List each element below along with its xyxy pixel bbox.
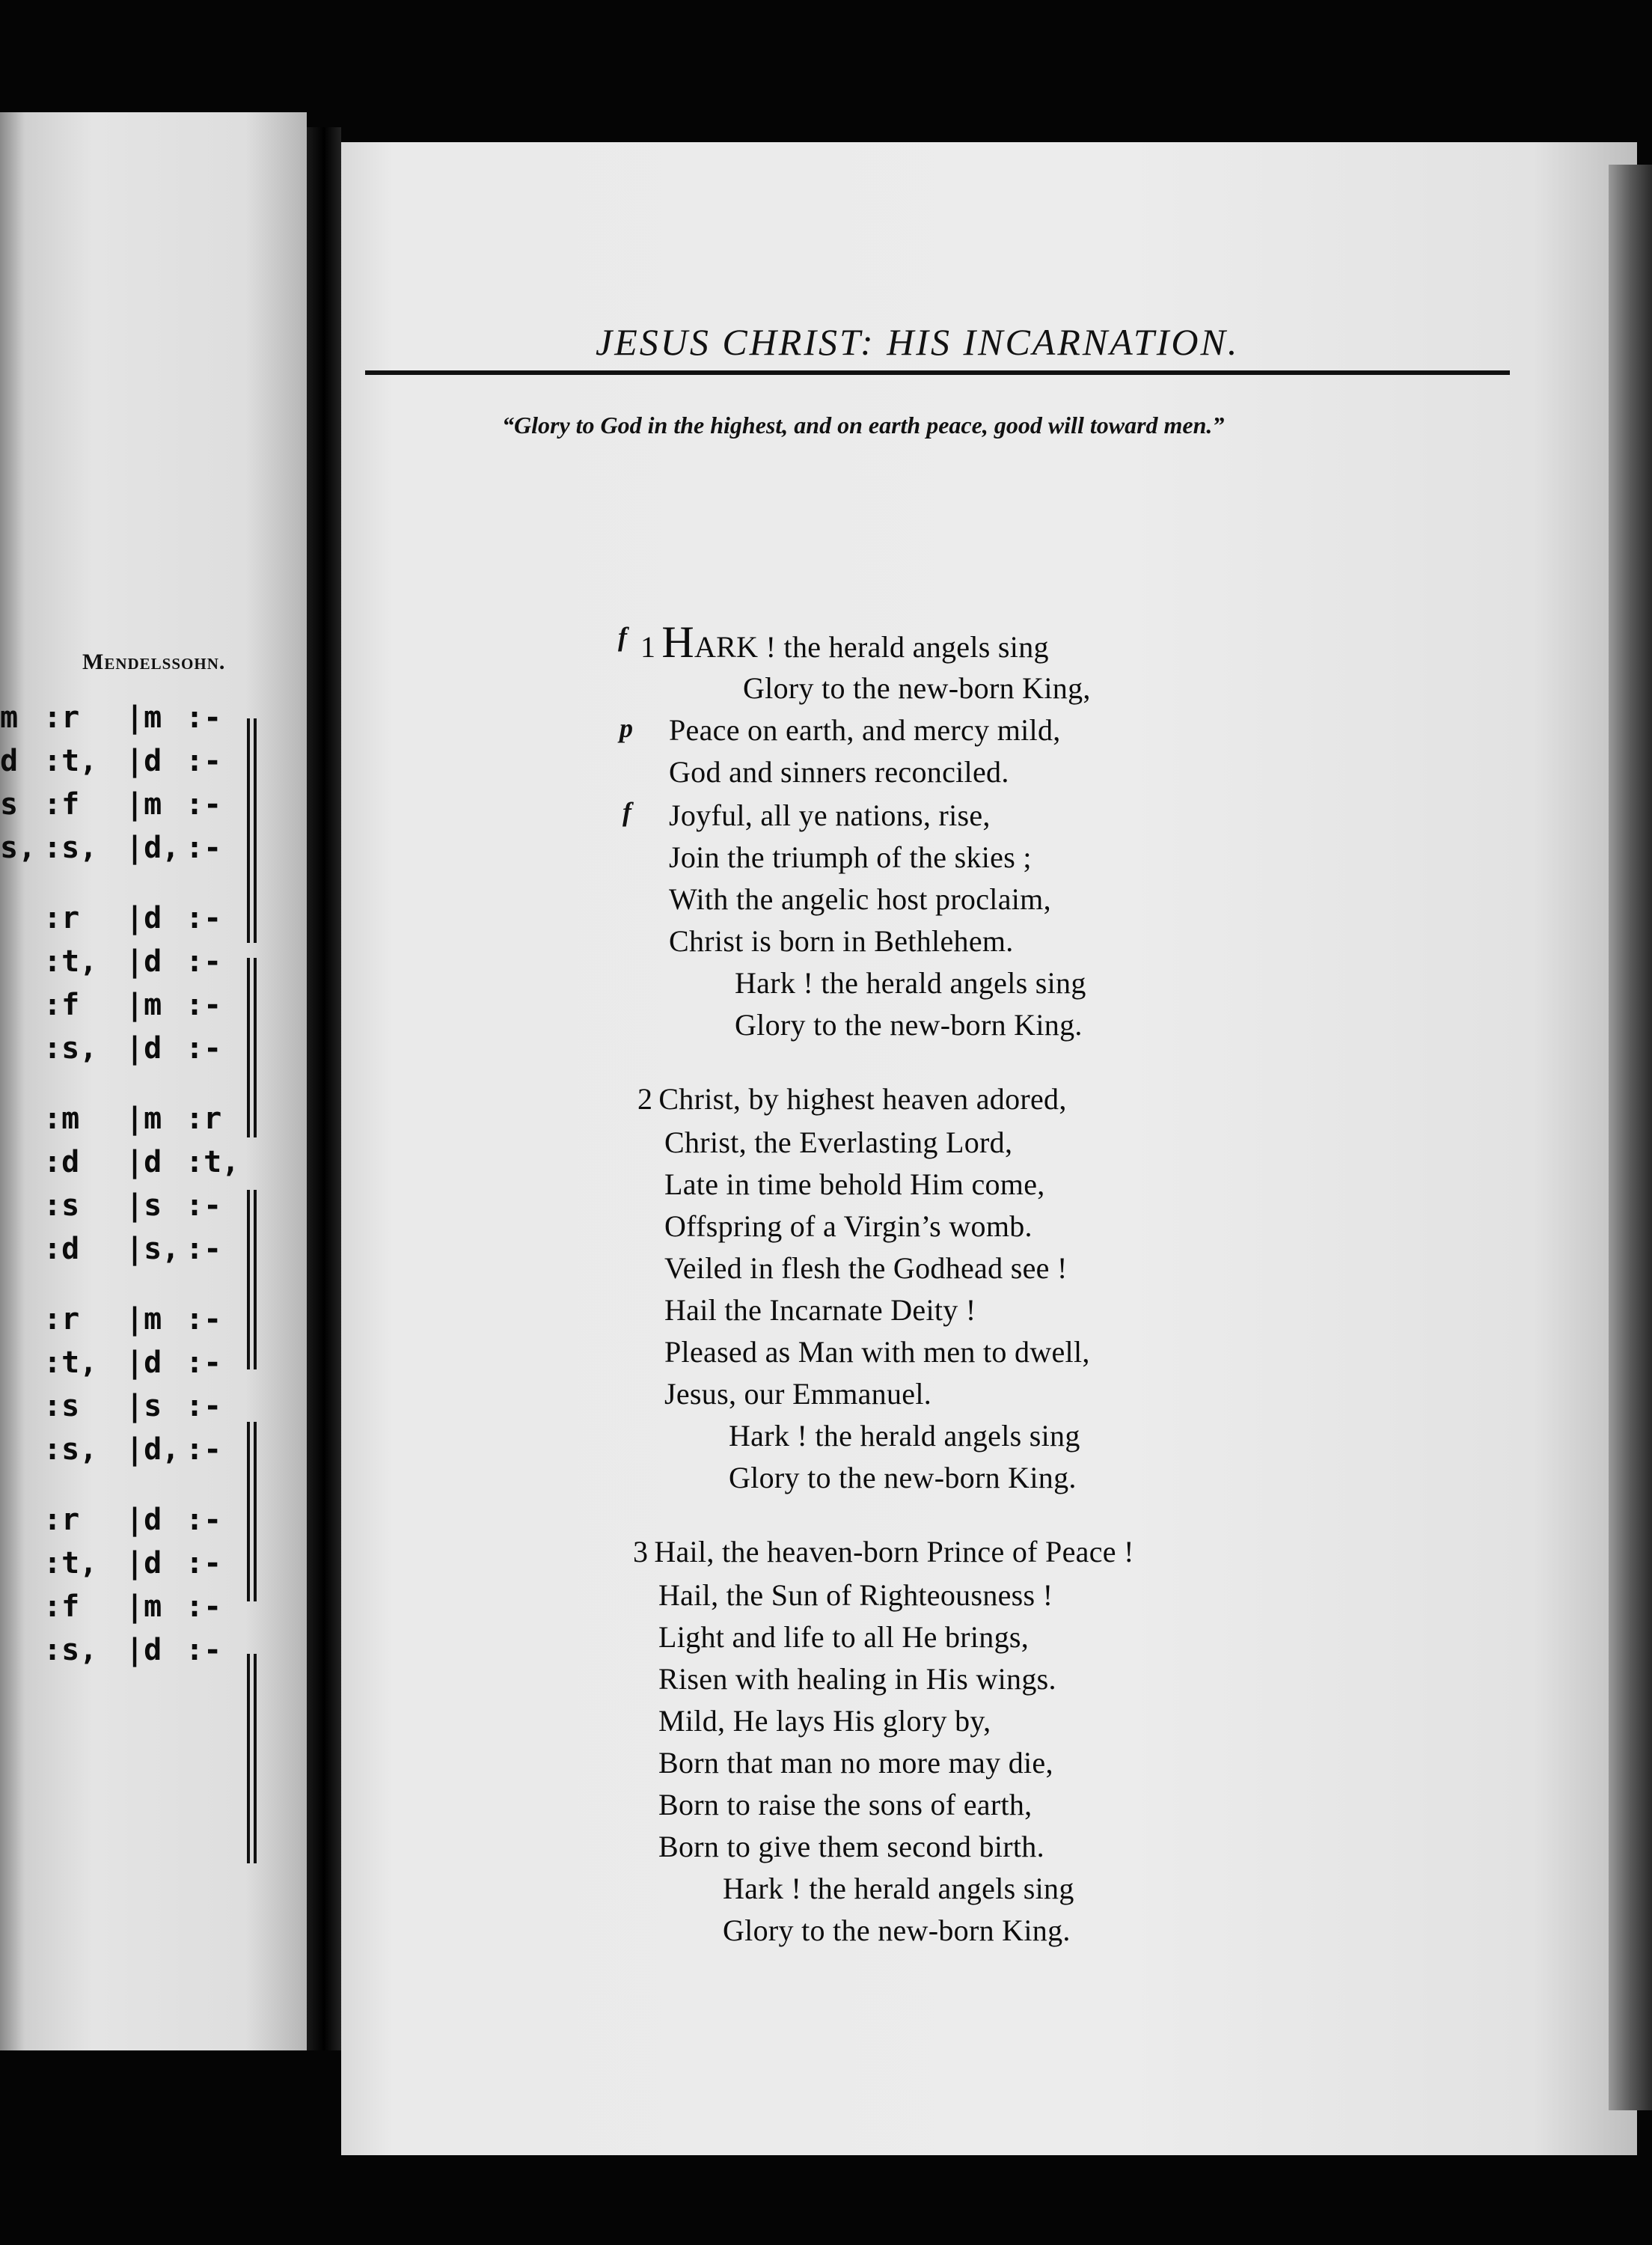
verse-2-line: Veiled in flesh the Godhead see !	[664, 1251, 1068, 1285]
verse-3-line-1: 3 Hail, the heaven-born Prince of Peace !	[633, 1535, 1134, 1569]
notation-cell: :s,	[43, 831, 98, 865]
verse-1-line-1: 1 HARK ! the herald angels sing	[640, 617, 1049, 667]
verse-number: 2	[637, 1082, 653, 1116]
notation-cell: |m	[126, 1102, 162, 1136]
notation-row	[0, 1140, 247, 1184]
verse-2-line: Jesus, our Emmanuel.	[664, 1377, 932, 1411]
verse-1-line: Glory to the new-born King,	[743, 671, 1091, 705]
notation-row	[0, 1498, 247, 1542]
notation-cell: |d	[126, 1546, 162, 1580]
notation-cell: :r	[43, 1503, 80, 1537]
notation-cell: :m	[43, 1102, 80, 1136]
notation-cell: :-	[186, 1503, 222, 1537]
verse-1-line: Joyful, all ye nations, rise,	[669, 798, 991, 832]
notation-block	[0, 696, 247, 870]
notation-cell: m	[0, 700, 19, 735]
notation-row	[0, 1428, 247, 1471]
verse-1-refrain: Hark ! the herald angels sing	[735, 966, 1086, 1000]
notation-cell: :-	[186, 1031, 222, 1066]
scripture-epigraph: “Glory to God in the highest, and on earth peace, good will toward men.”	[502, 412, 1225, 439]
notation-cell: :-	[186, 744, 222, 778]
notation-cell: |m	[126, 1589, 162, 1624]
notation-cell: :f	[43, 787, 80, 822]
verse-number: 3	[633, 1535, 649, 1569]
composer-name: Mendelssohn.	[82, 650, 226, 674]
notation-cell: |d	[126, 901, 162, 935]
notation-cell: |d,	[126, 1432, 180, 1467]
notation-row	[0, 783, 247, 826]
notation-cell: :-	[186, 700, 222, 735]
notation-row	[0, 1341, 247, 1384]
verse-3-line: Born to raise the sons of earth,	[658, 1788, 1032, 1821]
notation-block	[0, 1097, 247, 1271]
verse-2-line: Pleased as Man with men to dwell,	[664, 1335, 1090, 1369]
notation-cell: |m	[126, 1302, 162, 1337]
notation-row	[0, 1384, 247, 1428]
verse-1-refrain: Glory to the new-born King.	[735, 1008, 1083, 1042]
notation-cell: :r	[186, 1102, 222, 1136]
notation-cell: :-	[186, 1389, 222, 1423]
notation-cell: :t,	[43, 1346, 98, 1380]
verse-1-line: God and sinners reconciled.	[669, 755, 1009, 789]
title-rule	[365, 370, 1510, 375]
verse-3-line: Risen with healing in His wings.	[658, 1662, 1056, 1696]
notation-cell: :t,	[43, 944, 98, 979]
notation-cell: :-	[186, 1432, 222, 1467]
dynamic-forte: f	[618, 622, 627, 652]
notation-row	[0, 696, 247, 739]
notation-cell: :-	[186, 831, 222, 865]
notation-cell: |d	[126, 1503, 162, 1537]
verse-2-line: Christ, the Everlasting Lord,	[664, 1125, 1013, 1159]
notation-cell: |m	[126, 787, 162, 822]
notation-cell: :-	[186, 1188, 222, 1223]
notation-cell: :r	[43, 901, 80, 935]
notation-row	[0, 1027, 247, 1070]
notation-row	[0, 1097, 247, 1140]
notation-cell: |m	[126, 700, 162, 735]
notation-cell: |d	[126, 944, 162, 979]
notation-row	[0, 1298, 247, 1341]
tonic-solfa-notation	[0, 696, 247, 1699]
notation-cell: :-	[186, 1346, 222, 1380]
page-edge-shadow	[1609, 165, 1652, 2110]
notation-cell: |d	[126, 744, 162, 778]
dynamic-forte-2: f	[622, 797, 631, 827]
verse-2-line: Late in time behold Him come,	[664, 1167, 1045, 1201]
notation-block	[0, 1498, 247, 1672]
page-title: JESUS CHRIST: HIS INCARNATION.	[596, 321, 1240, 363]
notation-row	[0, 983, 247, 1027]
notation-cell: s,	[0, 831, 37, 865]
dynamic-piano: p	[620, 713, 633, 743]
notation-row	[0, 1542, 247, 1585]
notation-cell: :s,	[43, 1031, 98, 1066]
notation-cell: :-	[186, 1232, 222, 1266]
notation-block	[0, 1298, 247, 1471]
notation-block	[0, 897, 247, 1070]
notation-row	[0, 940, 247, 983]
verse-3-line: Hail, the Sun of Righteousness !	[658, 1578, 1053, 1612]
notation-cell: |s	[126, 1389, 162, 1423]
double-barlines	[247, 718, 257, 1893]
notation-row	[0, 1184, 247, 1227]
notation-cell: :-	[186, 787, 222, 822]
verse-2-refrain: Hark ! the herald angels sing	[729, 1419, 1080, 1453]
notation-cell: :f	[43, 988, 80, 1022]
notation-cell: :d	[43, 1145, 80, 1179]
notation-row	[0, 739, 247, 783]
notation-row	[0, 826, 247, 870]
notation-row	[0, 1585, 247, 1628]
verse-3-line: Born that man no more may die,	[658, 1746, 1053, 1780]
notation-row	[0, 897, 247, 940]
verse-2-refrain: Glory to the new-born King.	[729, 1461, 1077, 1494]
verse-1-line: Join the triumph of the skies ;	[669, 840, 1032, 874]
notation-cell: |s	[126, 1188, 162, 1223]
verse-3-refrain: Hark ! the herald angels sing	[723, 1872, 1074, 1905]
notation-cell: |d	[126, 1031, 162, 1066]
notation-cell: |m	[126, 988, 162, 1022]
notation-cell: :d	[43, 1232, 80, 1266]
notation-cell: :-	[186, 1589, 222, 1624]
verse-3-line: Light and life to all He brings,	[658, 1620, 1030, 1654]
verse-number: 1	[640, 630, 656, 664]
notation-cell: |s,	[126, 1232, 180, 1266]
verse-3-line: Born to give them second birth.	[658, 1830, 1044, 1863]
verse-3-refrain: Glory to the new-born King.	[723, 1913, 1071, 1947]
verse-3-line: Mild, He lays His glory by,	[658, 1704, 991, 1738]
book-gutter	[307, 127, 341, 2050]
notation-cell: :r	[43, 1302, 80, 1337]
notation-row	[0, 1227, 247, 1271]
notation-row	[0, 1628, 247, 1672]
verse-2-line-1: 2 Christ, by highest heaven adored,	[637, 1082, 1067, 1116]
notation-cell: :-	[186, 901, 222, 935]
notation-cell: :-	[186, 944, 222, 979]
notation-cell: :t,	[43, 1546, 98, 1580]
notation-cell: :s,	[43, 1432, 98, 1467]
notation-cell: |d,	[126, 831, 180, 865]
notation-cell: |d	[126, 1346, 162, 1380]
notation-cell: :-	[186, 988, 222, 1022]
notation-cell: d	[0, 744, 19, 778]
notation-cell: :-	[186, 1633, 222, 1667]
verse-2-line: Hail the Incarnate Deity !	[664, 1293, 976, 1327]
verse-2-line: Offspring of a Virgin’s womb.	[664, 1209, 1032, 1243]
notation-cell: |d	[126, 1633, 162, 1667]
verse-1-line: Peace on earth, and mercy mild,	[669, 713, 1061, 747]
notation-cell: :f	[43, 1589, 80, 1624]
notation-cell: s	[0, 787, 19, 822]
notation-cell: :-	[186, 1546, 222, 1580]
notation-cell: :s,	[43, 1633, 98, 1667]
notation-cell: :-	[186, 1302, 222, 1337]
notation-cell: :r	[43, 700, 80, 735]
notation-cell: |d	[126, 1145, 162, 1179]
notation-cell: :t,	[43, 744, 98, 778]
notation-cell: :s	[43, 1188, 80, 1223]
verse-1-line: With the angelic host proclaim,	[669, 882, 1051, 916]
hymn-page	[341, 142, 1637, 2155]
notation-cell: :s	[43, 1389, 80, 1423]
verse-1-line: Christ is born in Bethlehem.	[669, 924, 1014, 958]
notation-cell: :t,	[186, 1145, 240, 1179]
drop-cap: H	[661, 617, 694, 667]
